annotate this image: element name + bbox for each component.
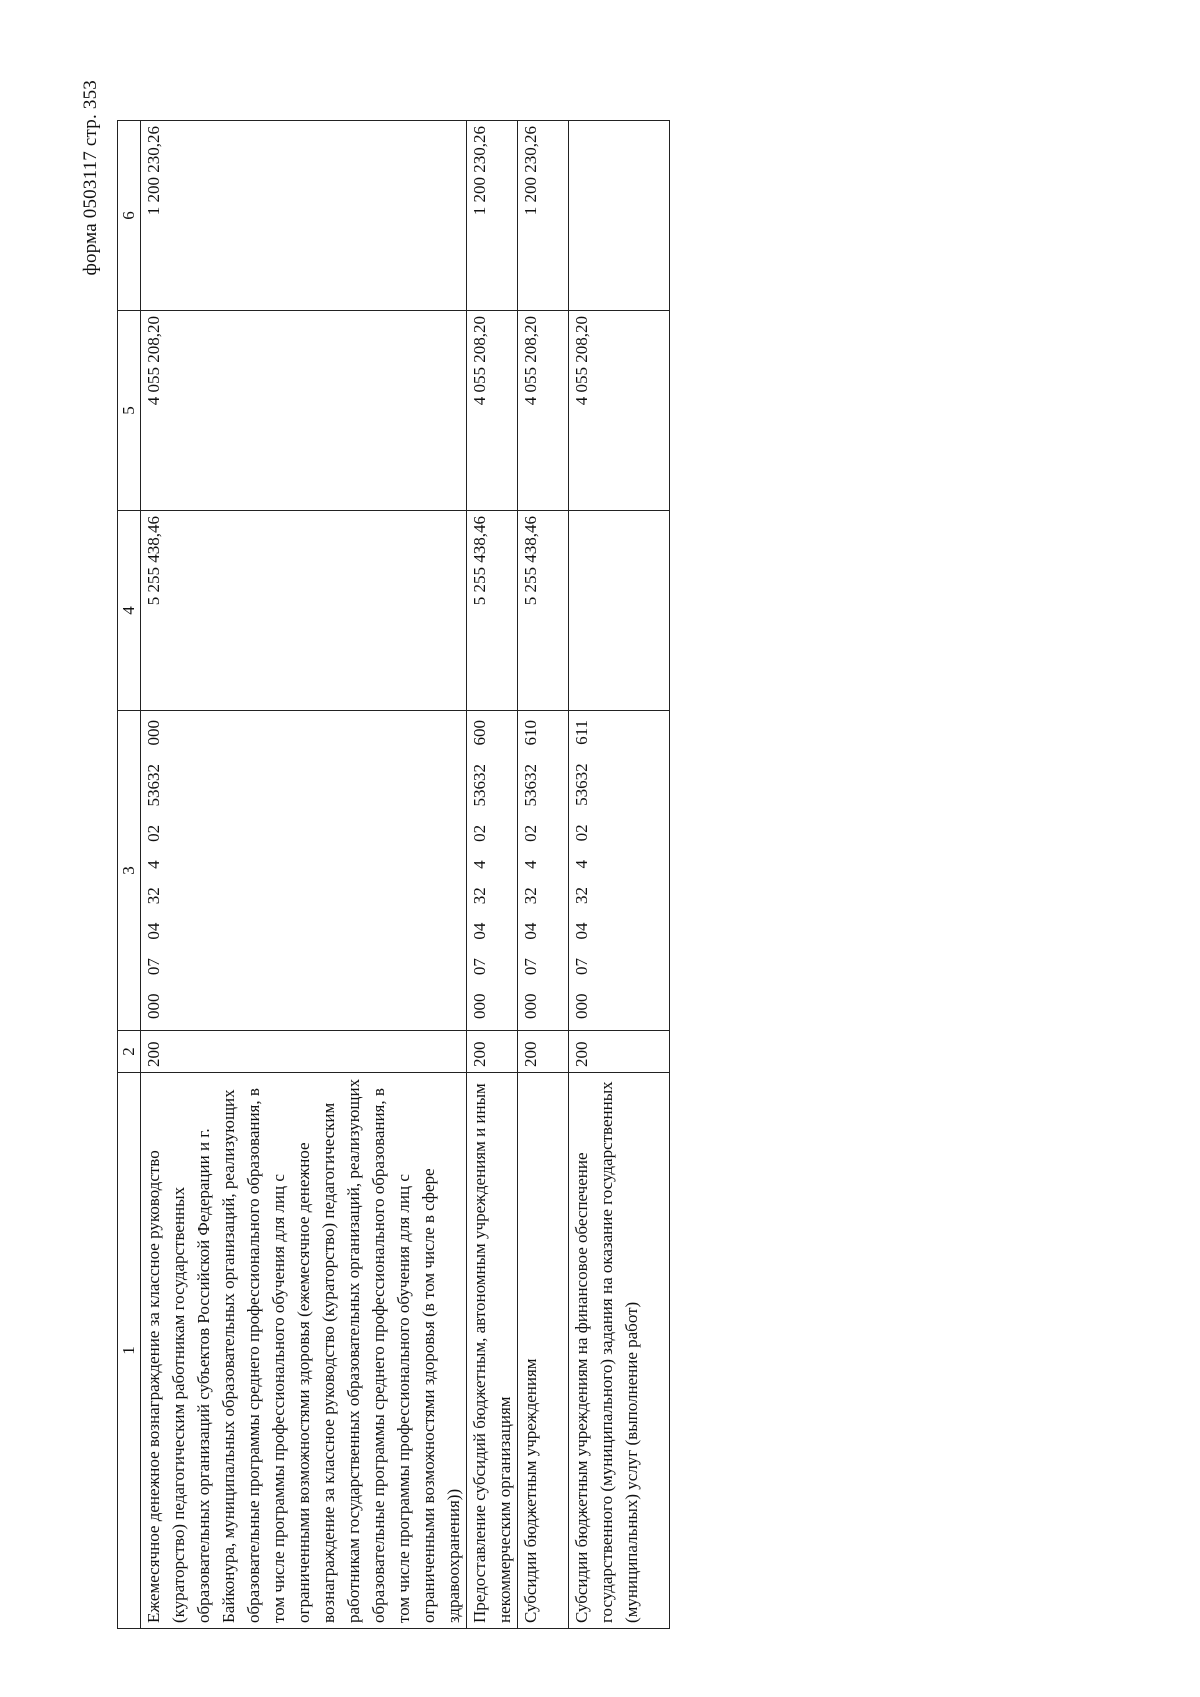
column-number: 2 xyxy=(118,1031,141,1073)
column-number: 3 xyxy=(118,711,141,1031)
code-part: 53632 xyxy=(572,763,591,806)
unexecuted-amount: 1 200 230,26 xyxy=(467,121,518,311)
code-part: 07 xyxy=(144,958,163,976)
budget-classification-code xyxy=(467,711,518,1031)
line-code: 200 xyxy=(141,1031,467,1073)
executed-amount: 4 055 208,20 xyxy=(518,311,569,511)
code-part: 4 xyxy=(521,860,540,869)
code-part: 02 xyxy=(470,824,489,842)
table-row xyxy=(141,121,467,1629)
executed-amount: 4 055 208,20 xyxy=(569,311,670,511)
unexecuted-amount xyxy=(569,121,670,311)
code-part: 000 xyxy=(144,720,163,746)
column-number: 5 xyxy=(118,311,141,511)
column-number: 4 xyxy=(118,511,141,711)
executed-amount: 4 055 208,20 xyxy=(141,311,467,511)
approved-amount: 5 255 438,46 xyxy=(141,511,467,711)
code-part: 02 xyxy=(572,824,591,842)
table-row xyxy=(569,121,670,1629)
row-name: Субсидии бюджетным учреждениям xyxy=(518,1073,569,1629)
budget-classification-code xyxy=(141,711,467,1031)
unexecuted-amount: 1 200 230,26 xyxy=(518,121,569,311)
code-part: 000 xyxy=(470,993,489,1019)
row-name: Ежемесячное денежное вознаграждение за классное руководство (кураторство) педагогическим работникам государственных образовательных организаций субъектов Российской Федерации и г. Байконура, муниципальных образовательных организаций, реализующих образовательные программы среднего профессионального образования, в том числе программы профессионального обучения для лиц с ограниченными возможностями здоровья (ежемесячное денежное вознаграждение за классное руководство (кураторство) педагогическим работникам государственных образовательных организаций, реализующих образовательные программы среднего профессионального образования, в том числе программы профессионального обучения для лиц с ограниченными возможностями здоровья (в том числе в сфере здравоохранения)) xyxy=(141,1073,467,1629)
budget-classification-code xyxy=(569,711,670,1031)
table-row xyxy=(518,121,569,1629)
line-code: 200 xyxy=(518,1031,569,1073)
column-number: 1 xyxy=(118,1073,141,1629)
form-reference: форма 0503117 стр. 353 xyxy=(80,80,101,276)
executed-amount: 4 055 208,20 xyxy=(467,311,518,511)
code-part: 000 xyxy=(572,993,591,1019)
code-part: 600 xyxy=(470,720,489,746)
approved-amount xyxy=(569,511,670,711)
code-part: 04 xyxy=(470,922,489,940)
budget-execution-table xyxy=(117,120,670,1629)
code-part: 04 xyxy=(144,922,163,940)
code-part: 000 xyxy=(521,993,540,1019)
code-part: 04 xyxy=(521,922,540,940)
code-part: 32 xyxy=(572,886,591,904)
code-part: 32 xyxy=(521,887,540,905)
code-part: 53632 xyxy=(470,763,489,807)
approved-amount: 5 255 438,46 xyxy=(518,511,569,711)
table-row xyxy=(467,121,518,1629)
column-number: 6 xyxy=(118,121,141,311)
code-part: 000 xyxy=(144,993,163,1019)
approved-amount: 5 255 438,46 xyxy=(467,511,518,711)
code-part: 07 xyxy=(521,958,540,976)
budget-classification-code xyxy=(518,711,569,1031)
column-number-row xyxy=(118,121,141,1629)
code-part: 53632 xyxy=(144,763,163,807)
code-part: 53632 xyxy=(521,763,540,807)
code-part: 07 xyxy=(470,958,489,976)
code-part: 32 xyxy=(470,887,489,905)
code-part: 4 xyxy=(144,860,163,869)
unexecuted-amount: 1 200 230,26 xyxy=(141,121,467,311)
code-part: 07 xyxy=(572,957,591,975)
code-part: 02 xyxy=(521,824,540,842)
line-code: 200 xyxy=(569,1031,670,1073)
row-name: Субсидии бюджетным учреждениям на финансовое обеспечение государственного (муниципального) задания на оказание государственных (муниципальных) услуг (выполнение работ) xyxy=(569,1073,670,1629)
code-part: 610 xyxy=(521,720,540,746)
code-part: 04 xyxy=(572,922,591,940)
code-part: 611 xyxy=(572,720,591,745)
code-part: 02 xyxy=(144,824,163,842)
code-part: 32 xyxy=(144,887,163,905)
code-part: 4 xyxy=(470,860,489,869)
line-code: 200 xyxy=(467,1031,518,1073)
code-part: 4 xyxy=(572,859,591,869)
row-name: Предоставление субсидий бюджетным, автономным учреждениям и иным некоммерческим организациям xyxy=(467,1073,518,1629)
